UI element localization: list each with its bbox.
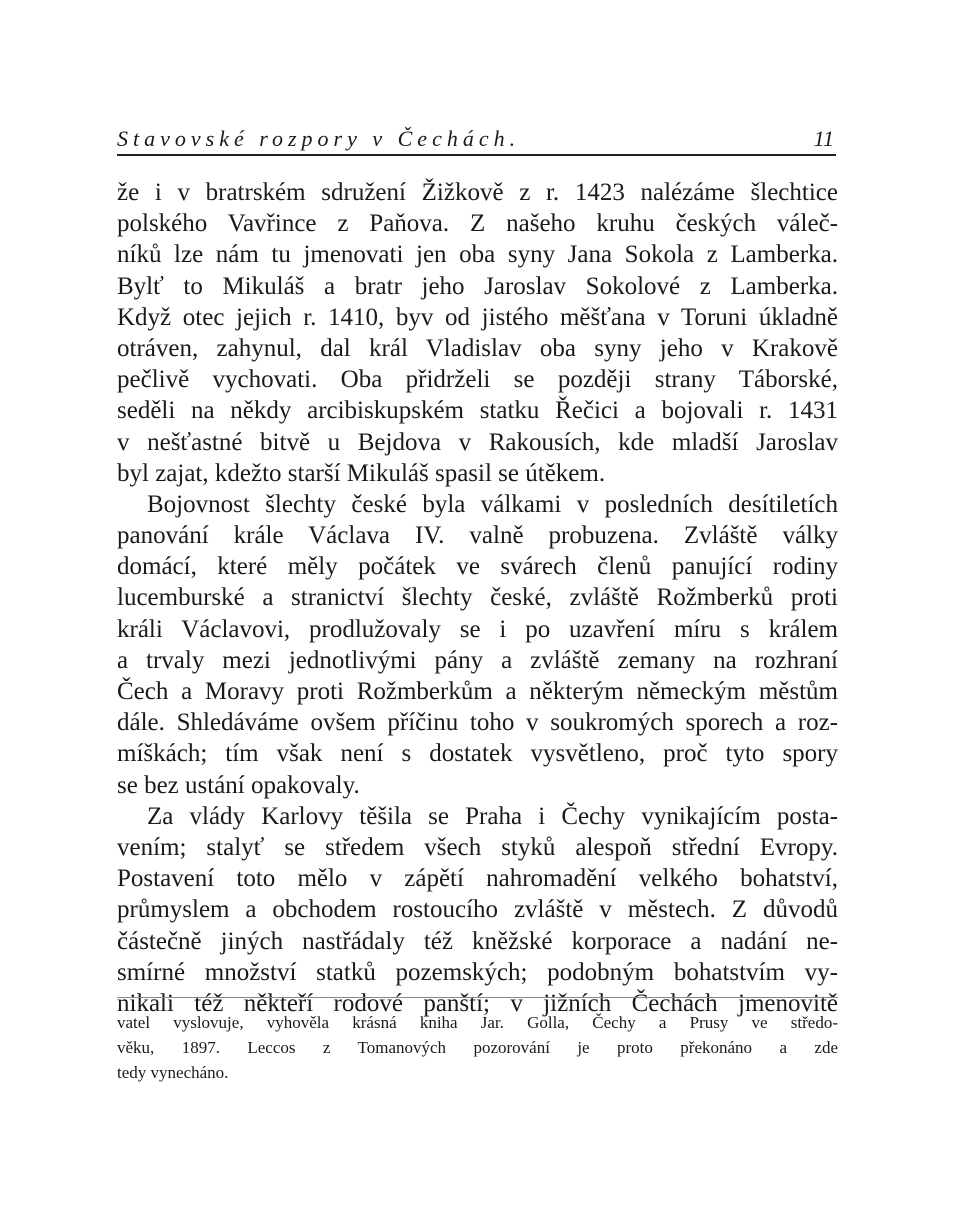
text-line: částečně jiných nastřádaly též kněžské korporace a nadání ne- <box>117 927 838 955</box>
text-line: dále. Shledáváme ovšem příčinu toho v soukromých sporech a roz- <box>117 709 838 737</box>
text-line: níků lze nám tu jmenovati jen oba syny Jana Sokola z Lamberka. <box>117 241 838 269</box>
footnote-line: tedy vynecháno. <box>117 1063 229 1082</box>
text-line: byl zajat, kdežto starší Mikuláš spasil se útěkem. <box>117 459 606 487</box>
text-line: domácí, které měly počátek ve svárech členů panující rodiny <box>117 553 838 581</box>
text-line: Postavení toto mělo v zápětí nahromadění velkého bohatství, <box>117 865 838 893</box>
text-line: a trvaly mezi jednotlivými pány a zvláště zemany na rozhraní <box>117 646 838 674</box>
footnote <box>117 1010 838 1085</box>
footnote-line: věku, 1897. Leccos z Tomanových pozorování je proto překonáno a zde <box>117 1038 838 1057</box>
text-line: Bylť to Mikuláš a bratr jeho Jaroslav Sokolové z Lamberka. <box>117 272 838 300</box>
text-line: se bez ustání opakovaly. <box>117 771 360 799</box>
text-line: otráven, zahynul, dal král Vladislav oba syny jeho v Krakově <box>117 334 838 362</box>
text-line: vením; stalyť se středem všech styků alespoň střední Evropy. <box>117 833 838 861</box>
footnote-rule <box>117 997 838 998</box>
page-number: 11 <box>813 126 834 151</box>
text-line: pečlivě vychovati. Oba přidrželi se později strany Táborské, <box>117 366 838 394</box>
text-line: Čech a Moravy proti Rožmberkům a některým německým městům <box>117 678 838 705</box>
text-line: že i v bratrském sdružení Žižkově z r. 1423 nalézáme šlechtice <box>117 179 838 206</box>
body-text <box>117 177 838 1019</box>
text-line: lucemburské a stranictví šlechty české, zvláště Rožmberků proti <box>117 584 838 612</box>
running-title: Stavovské rozpory v Čechách. <box>117 126 521 151</box>
text-line: míškách; tím však není s dostatek vysvětleno, proč tyto spory <box>117 740 838 768</box>
header-rule <box>117 154 836 156</box>
text-line: průmyslem a obchodem rostoucího zvláště v městech. Z důvodů <box>117 896 838 924</box>
text-line: Když otec jejich r. 1410, byv od jistého měšťana v Toruni úkladně <box>117 303 838 331</box>
text-line: v nešťastné bitvě u Bejdova v Rakousích, kde mladší Jaroslav <box>117 428 838 456</box>
text-line: seděli na někdy arcibiskupském statku Řečici a bojovali r. 1431 <box>117 397 838 425</box>
text-line: polského Vavřince z Paňova. Z našeho kruhu českých váleč- <box>117 210 838 238</box>
text-line: smírné množství statků pozemských; podobným bohatstvím vy- <box>117 958 838 986</box>
text-line: Bojovnost šlechty české byla válkami v posledních desítiletích <box>147 490 838 518</box>
text-line: Za vlády Karlovy těšila se Praha i Čechy vynikajícím posta- <box>147 802 838 830</box>
text-line: králi Václavovi, prodlužovaly se i po uzavření míru s králem <box>117 615 838 643</box>
text-line: nikali též někteří rodové panští; v jižních Čechách jmenovitě <box>117 989 838 1017</box>
page-header <box>117 122 836 156</box>
text-line: panování krále Václava IV. valně probuzena. Zvláště války <box>117 522 838 550</box>
footnote-line: vatel vyslovuje, vyhověla krásná kniha Jar. Golla, Čechy a Prusy ve středo- <box>117 1013 838 1032</box>
